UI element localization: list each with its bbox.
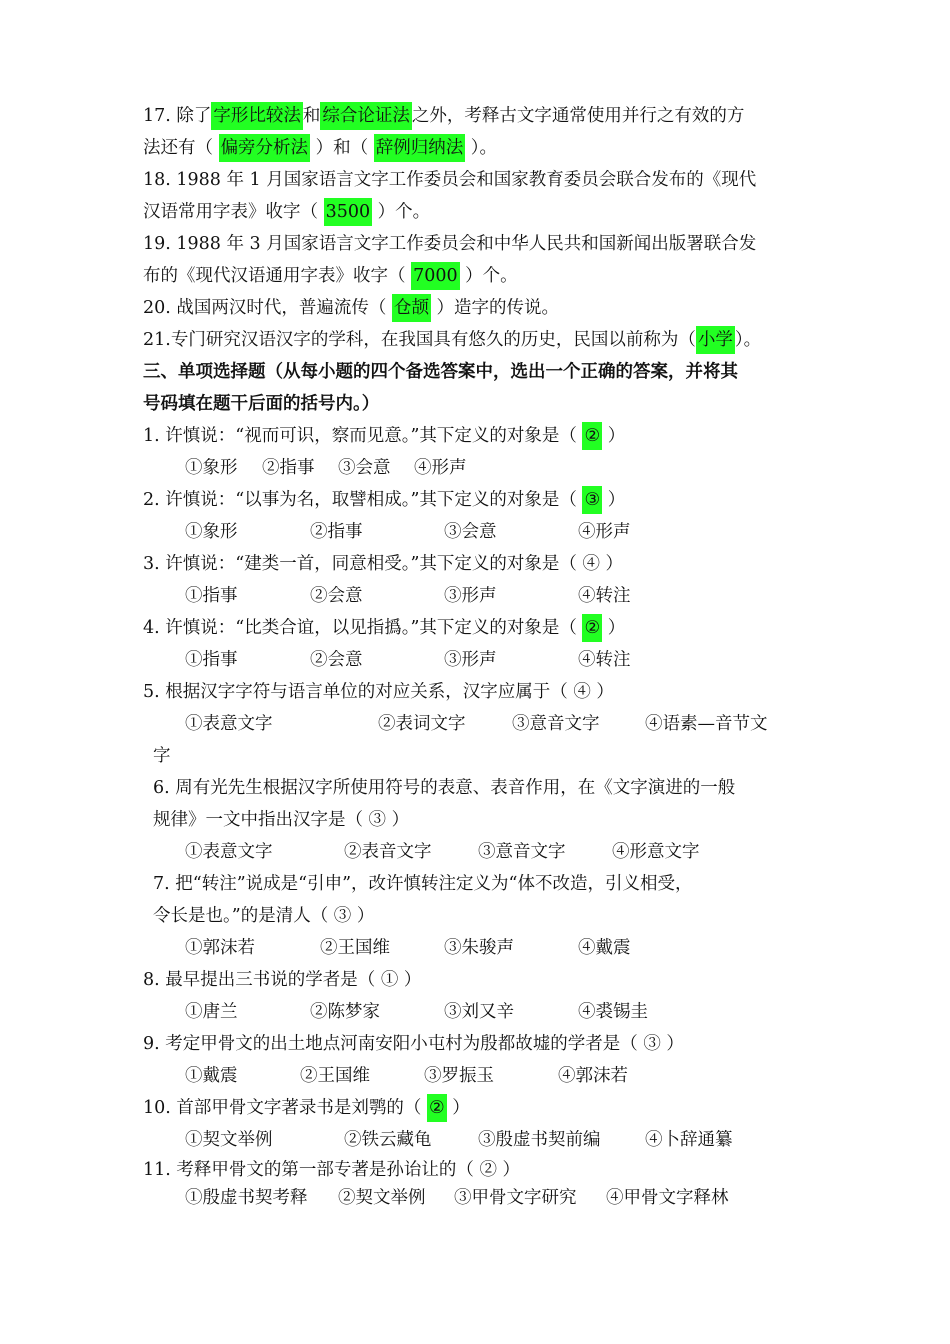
mc3-option-2: ②会意 bbox=[310, 586, 363, 606]
mc7-option-1: ①郭沫若 bbox=[185, 938, 255, 958]
mc11-option-1: ①殷虚书契考释 bbox=[185, 1188, 308, 1208]
mc5-option-4: ④语素—音节文 bbox=[645, 714, 768, 734]
mc1-option-1: ①象形 bbox=[185, 458, 238, 478]
mc10-option-3: ③殷虚书契前编 bbox=[478, 1130, 601, 1150]
mc4-option-4: ④转注 bbox=[578, 650, 631, 670]
mc8-option-3: ③刘又辛 bbox=[444, 1002, 514, 1022]
mc1-stem: 1. 许慎说：“视而可识，察而见意。”其下定义的对象是（ bbox=[143, 426, 583, 446]
mc-question-11: 11. 考释甲骨文的第一部专著是孙诒让的（ ② ） bbox=[143, 1160, 521, 1180]
mc2-option-3: ③会意 bbox=[444, 522, 497, 542]
mc9-option-2: ②王国维 bbox=[300, 1066, 370, 1086]
q17-text: 17. 除了 bbox=[143, 106, 212, 126]
mc8-option-2: ②陈梦家 bbox=[310, 1002, 380, 1022]
mc9-option-3: ③罗振玉 bbox=[424, 1066, 494, 1086]
q17-text-post: 之外，考释古文字通常使用并行之有效的方 bbox=[411, 106, 745, 126]
mc10-option-1: ①契文举例 bbox=[185, 1130, 273, 1150]
mc10-stem: 10. 首部甲骨文字著录书是刘鹗的（ bbox=[143, 1098, 427, 1118]
q21-post: ）。 bbox=[734, 330, 762, 350]
q18-answer-highlight: 3500 bbox=[324, 198, 373, 226]
question-19-line-2 bbox=[143, 260, 518, 292]
mc6-option-3: ③意音文字 bbox=[478, 842, 566, 862]
q20-post: ）造字的传说。 bbox=[430, 298, 560, 318]
mc5-option-1: ①表意文字 bbox=[185, 714, 273, 734]
mc4-close: ） bbox=[602, 618, 626, 638]
mc4-option-1: ①指事 bbox=[185, 650, 238, 670]
question-18-line-1: 18. 1988 年 1 月国家语言文字工作委员会和国家教育委员会联合发布的《现代 bbox=[143, 170, 757, 190]
q17-answer-highlight-2: 综合论证法 bbox=[320, 102, 412, 130]
question-17-line-1 bbox=[143, 100, 744, 132]
mc1-option-4: ④形声 bbox=[414, 458, 467, 478]
q17-l2-mid: ）和（ bbox=[310, 138, 374, 158]
section-3-heading-line-1: 三、单项选择题（从每小题的四个备选答案中，选出一个正确的答案，并将其 bbox=[143, 362, 738, 382]
mc3-option-3: ③形声 bbox=[444, 586, 497, 606]
section-3-heading-line-2: 号码填在题干后面的括号内。） bbox=[143, 394, 380, 414]
mc1-answer-highlight: ② bbox=[582, 422, 602, 450]
q21-pre: 21.专门研究汉语汉字的学科，在我国具有悠久的历史，民国以前称为（ bbox=[143, 330, 696, 350]
mc-question-4 bbox=[143, 612, 625, 644]
mc4-option-2: ②会意 bbox=[310, 650, 363, 670]
mc2-stem: 2. 许慎说：“以事为名，取譬相成。”其下定义的对象是（ bbox=[143, 490, 583, 510]
mc6-option-1: ①表意文字 bbox=[185, 842, 273, 862]
mc-question-10 bbox=[143, 1092, 470, 1124]
mc2-option-2: ②指事 bbox=[310, 522, 363, 542]
q17-answer-highlight-1: 字形比较法 bbox=[211, 102, 303, 130]
mc-question-6-line-1: 6. 周有光先生根据汉字所使用符号的表意、表音作用，在《文字演进的一般 bbox=[153, 778, 736, 798]
q20-answer-highlight: 仓颉 bbox=[392, 294, 431, 322]
mc-question-2 bbox=[143, 484, 625, 516]
mc5-option-4-wrap: 字 bbox=[153, 746, 171, 766]
q17-text-mid: 和 bbox=[302, 106, 321, 126]
q21-answer-highlight: 小学 bbox=[696, 326, 735, 354]
question-21 bbox=[143, 324, 761, 356]
q19-l2-pre: 布的《现代汉语通用字表》收字（ bbox=[143, 266, 412, 286]
mc1-option-3: ③会意 bbox=[338, 458, 391, 478]
mc-question-7-line-2: 令长是也。”的是清人（ ③ ） bbox=[153, 906, 375, 926]
q19-l2-post: ）个。 bbox=[459, 266, 518, 286]
mc4-option-3: ③形声 bbox=[444, 650, 497, 670]
mc1-option-2: ②指事 bbox=[262, 458, 315, 478]
mc11-option-4: ④甲骨文字释林 bbox=[606, 1188, 729, 1208]
mc9-option-1: ①戴震 bbox=[185, 1066, 238, 1086]
mc-question-3: 3. 许慎说：“建类一首，同意相受。”其下定义的对象是（ ④ ） bbox=[143, 554, 624, 574]
mc3-option-4: ④转注 bbox=[578, 586, 631, 606]
question-20 bbox=[143, 292, 559, 324]
q18-l2-post: ）个。 bbox=[372, 202, 431, 222]
mc2-option-1: ①象形 bbox=[185, 522, 238, 542]
mc4-answer-highlight: ② bbox=[582, 614, 602, 642]
mc-question-7-line-1: 7. 把“转注”说成是“引申”，改许慎转注定义为“体不改造，引义相受， bbox=[153, 874, 693, 894]
mc8-option-4: ④裘锡圭 bbox=[578, 1002, 648, 1022]
mc7-option-4: ④戴震 bbox=[578, 938, 631, 958]
mc10-answer-highlight: ② bbox=[427, 1094, 447, 1122]
q17-answer-highlight-3: 偏旁分析法 bbox=[219, 134, 311, 162]
question-18-line-2 bbox=[143, 196, 430, 228]
mc-question-8: 8. 最早提出三书说的学者是（ ① ） bbox=[143, 970, 422, 990]
mc11-option-2: ②契文举例 bbox=[338, 1188, 426, 1208]
mc11-option-3: ③甲骨文字研究 bbox=[454, 1188, 577, 1208]
mc-question-9: 9. 考定甲骨文的出土地点河南安阳小屯村为殷都故墟的学者是（ ③ ） bbox=[143, 1034, 684, 1054]
mc5-option-2: ②表词文字 bbox=[378, 714, 466, 734]
mc2-answer-highlight: ③ bbox=[582, 486, 602, 514]
q17-l2-post: ）。 bbox=[465, 138, 498, 158]
mc6-option-2: ②表音文字 bbox=[344, 842, 432, 862]
mc8-option-1: ①唐兰 bbox=[185, 1002, 238, 1022]
question-19-line-1: 19. 1988 年 3 月国家语言文字工作委员会和中华人民共和国新闻出版署联合发 bbox=[143, 234, 757, 254]
mc7-option-3: ③朱骏声 bbox=[444, 938, 514, 958]
mc2-option-4: ④形声 bbox=[578, 522, 631, 542]
mc7-option-2: ②王国维 bbox=[320, 938, 390, 958]
mc10-option-2: ②铁云藏龟 bbox=[344, 1130, 432, 1150]
mc5-option-3: ③意音文字 bbox=[512, 714, 600, 734]
q19-answer-highlight: 7000 bbox=[411, 262, 460, 290]
question-17-line-2 bbox=[143, 132, 497, 164]
mc10-option-4: ④卜辞通纂 bbox=[645, 1130, 733, 1150]
mc-question-6-line-2: 规律》一文中指出汉字是（ ③ ） bbox=[153, 810, 410, 830]
mc-question-1 bbox=[143, 420, 625, 452]
mc3-option-1: ①指事 bbox=[185, 586, 238, 606]
q18-l2-pre: 汉语常用字表》收字（ bbox=[143, 202, 324, 222]
mc-question-5: 5. 根据汉字字符与语言单位的对应关系，汉字应属于（ ④ ） bbox=[143, 682, 614, 702]
q17-l2-pre: 法还有（ bbox=[143, 138, 219, 158]
q17-answer-highlight-4: 辞例归纳法 bbox=[374, 134, 466, 162]
mc10-close: ） bbox=[446, 1098, 470, 1118]
q20-pre: 20. 战国两汉时代，普遍流传（ bbox=[143, 298, 392, 318]
mc6-option-4: ④形意文字 bbox=[612, 842, 700, 862]
mc2-close: ） bbox=[602, 490, 626, 510]
mc4-stem: 4. 许慎说：“比类合谊，以见指撝。”其下定义的对象是（ bbox=[143, 618, 583, 638]
mc1-close: ） bbox=[602, 426, 626, 446]
mc9-option-4: ④郭沫若 bbox=[558, 1066, 628, 1086]
